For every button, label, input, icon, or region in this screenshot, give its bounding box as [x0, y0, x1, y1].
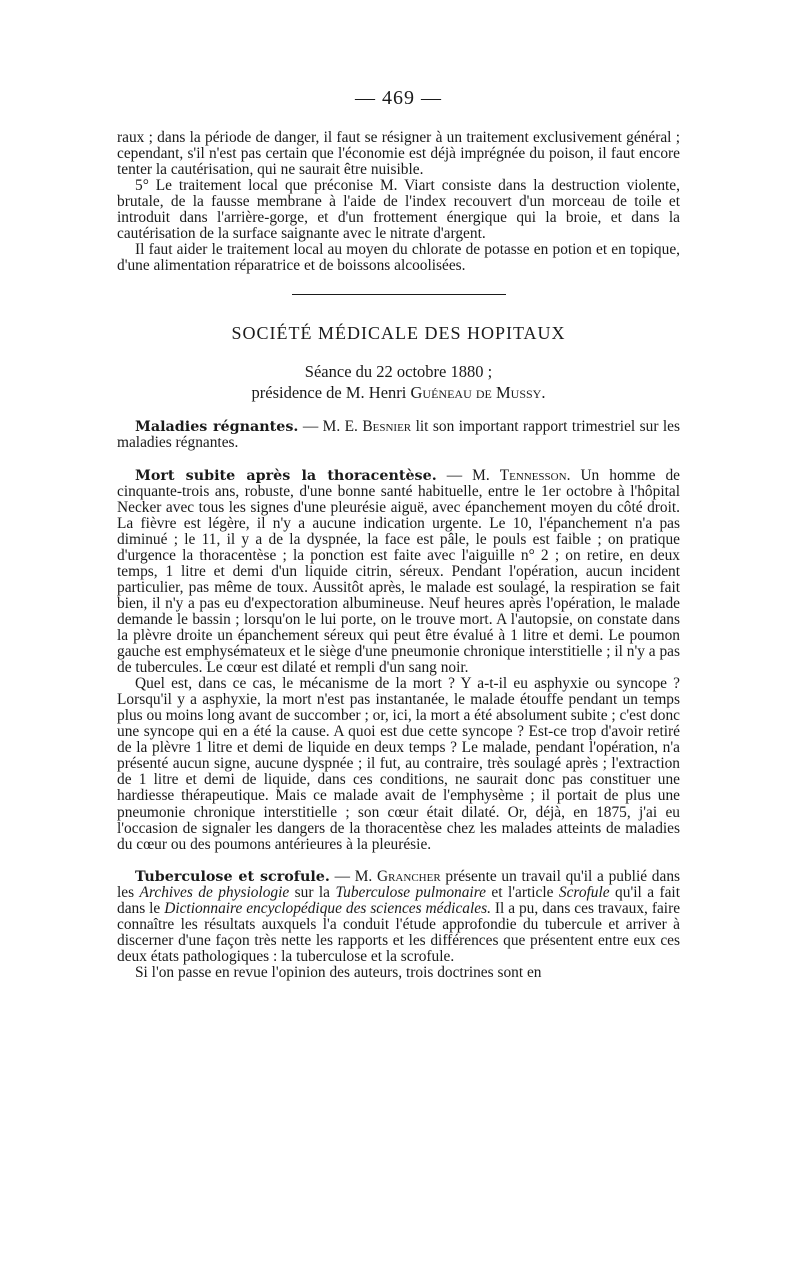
maladies-prefix: — M. E.	[298, 418, 363, 436]
presidence-suffix: .	[541, 383, 546, 403]
page-number: — 469 —	[355, 87, 442, 109]
mort-subite-paragraph	[117, 468, 680, 677]
maladies-paragraph	[117, 419, 680, 451]
mort-subite-prefix: — M.	[436, 466, 500, 484]
session-info	[117, 361, 680, 403]
tuberculose-heading: Tuberculose et scrofule.	[135, 868, 330, 885]
tuberculose-text-4: qu'il a fait dans le	[117, 883, 680, 917]
mort-subite-heading: Mort subite après la thoracentèse.	[135, 467, 437, 484]
tuberculose-text-3: et l'article	[485, 883, 559, 901]
tuberculose-ref-dictionnaire: Dictionnaire encyclopédique des sciences médicales.	[164, 899, 491, 917]
page	[117, 88, 680, 981]
tuberculose-text-5: Il a pu, dans ces travaux, faire connaître les résultats auxquels l'a conduit l'étude approfondie du tubercule et arriver à discerner d'une façon très nette les rapports et les différences que présentent entre eux ces deux états pathologiques : la tuberculose et la scrofule.	[117, 899, 681, 965]
session-date: Séance du 22 octobre 1880 ;	[304, 362, 493, 382]
intro-paragraph-3: Il faut aider le traitement local au moyen du chlorate de potasse en potion et en topique, d'une alimentation réparatrice et de boissons alcoolisées.	[117, 241, 680, 275]
tuberculose-ref-archives: Archives de physiologie	[139, 883, 290, 901]
tuberculose-ref-scrofule: Scrofule	[558, 883, 610, 901]
presidence-prefix: présidence de M. Henri	[251, 383, 411, 403]
tuberculose-paragraph-2: Si l'on passe en revue l'opinion des auteurs, trois doctrines sont en	[135, 963, 542, 981]
tuberculose-paragraph	[117, 869, 680, 965]
session-presidence	[117, 382, 680, 403]
section-divider	[292, 294, 506, 295]
tuberculose-author: Grancher	[376, 867, 441, 885]
tuberculose-prefix: — M.	[329, 867, 377, 885]
maladies-text: lit son important rapport trimestriel sur les maladies régnantes.	[117, 418, 680, 452]
mort-subite-paragraph-2: Quel est, dans ce cas, le mécanisme de la mort ? Y a-t-il eu asphyxie ou syncope ? Lorsqu'il y a asphyxie, la mort n'est pas instantanée, le malade étouffe pendant un temps plus ou moins long avant de succomber ; or, ici, la mort a été absolument subite ; c'est donc une syncope qui en a été la cause. A quoi est due cette syncope ? Est-ce trop d'avoir retiré de la plèvre 1 litre et demi de liquide en deux temps ? Le malade, pendant l'opération, n'a présenté aucun signe, aucune dyspnée ; il fut, au contraire, très soulagé après ; l'extraction de 1 litre et demi de liquide, dans ces conditions, ne saurait donc pas constituer une hardiesse thérapeutique. Mais ce malade avait de l'emphysème ; il portait de plus une pneumonie chronique interstitielle ; son cœur était dilaté. Or, déjà, en 1875, j'ai eu l'occasion de signaler les dangers de la thoracentèse chez les malades atteints de maladies du cœur ou des poumons antérieures à la pleurésie.	[117, 675, 680, 853]
tuberculose-text-2: sur la	[289, 883, 336, 901]
maladies-author: Besnier	[362, 418, 412, 436]
mort-subite-author: Tennesson	[499, 466, 567, 484]
spacer	[117, 853, 680, 869]
tuberculose-ref-tuberculose: Tuberculose pulmonaire	[335, 883, 486, 901]
maladies-heading: Maladies régnantes.	[135, 419, 299, 436]
section-title: SOCIÉTÉ MÉDICALE DES HOPITAUX	[231, 323, 566, 344]
intro-paragraph-2: 5° Le traitement local que préconise M. Viart consiste dans la destruction violente, brutale, de la fausse membrane à l'aide de l'index recouvert d'un morceau de toile et introduit dans l'arrière-gorge, et d'un frottement énergique qui la broie, et dans la cautérisation de la surface saignante avec le nitrate d'argent.	[117, 177, 680, 243]
president-name: Guéneau de Mussy	[410, 383, 542, 403]
intro-paragraph-1: raux ; dans la période de danger, il faut se résigner à un traitement exclusivement général ; cependant, s'il n'est pas certain que l'économie est déjà imprégnée du poison, il faut encore tenter la cautérisation, qui ne saurait être nuisible.	[117, 129, 680, 179]
mort-subite-text-1: . Un homme de cinquante-trois ans, robuste, d'une bonne santé habituelle, entre le 1er octobre à l'hôpital Necker avec tous les signes d'une pleurésie aiguë, avec épanchement moyen du côté droit. La fièvre est légère, il n'y a aucune indication urgente. Le 10, l'épanchement n'a pas diminué ; le 11, il y a de la dyspnée, la face est pâle, le pouls est faible ; on pratique d'urgence la thoracentèse ; la ponction est faite avec l'aiguille n° 2 ; on retire, en deux temps, 1 litre et demi d'un liquide citrin, séreux. Pendant l'opération, aucun incident particulier, pas même de toux. Aussitôt après, le malade est soulagé, la respiration se fait bien, il n'y a pas eu d'expectoration albumineuse. Neuf heures après l'opération, le malade demande le bassin ; lorsqu'on le lui porte, on le trouve mort. A l'autopsie, on constate dans la plèvre droite un épanchement séreux qui peut être évalué à 1 litre et demi. Le poumon gauche est emphysémateux et le siège d'une pneumonie chronique interstitielle ; il n'y a pas de tubercules. Le cœur est dilaté et rempli d'un sang noir.	[117, 466, 680, 677]
spacer	[117, 452, 680, 468]
tuberculose-text-1: présente un travail qu'il a publié dans les	[117, 867, 680, 901]
